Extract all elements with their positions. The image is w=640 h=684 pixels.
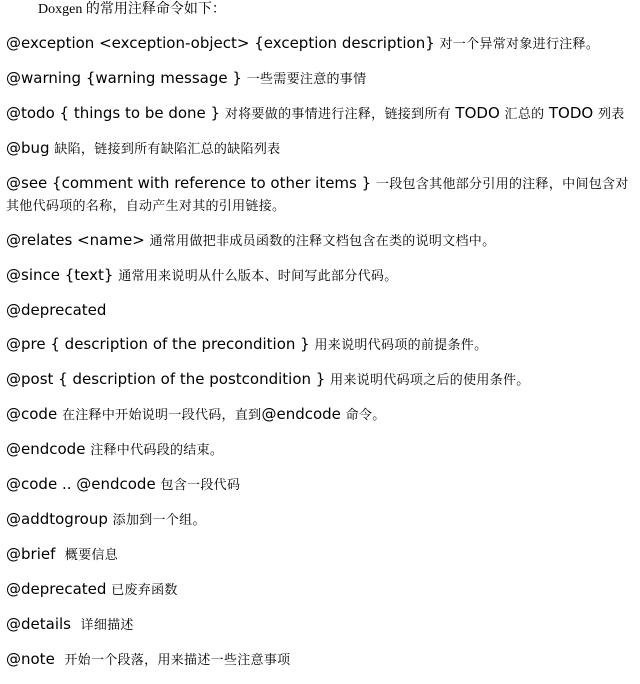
command-syntax: @note: [6, 650, 65, 668]
command-entry-bug: [6, 138, 636, 160]
command-entry-pre: [6, 334, 636, 356]
command-syntax: @exception <exception-object> {exception description}: [6, 34, 440, 52]
command-entry-details: [6, 614, 636, 636]
command-syntax: @see {comment with reference to other items }: [6, 174, 376, 192]
description-text: 列表: [597, 107, 625, 122]
command-description: 一些需要注意的事情: [246, 72, 367, 87]
command-syntax: @relates <name>: [6, 231, 150, 249]
command-description: 一段包含其他部分引用的注释，中间包含对其他代码项的名称，自动产生对其的引用链接。: [6, 177, 629, 214]
command-description: [224, 104, 625, 122]
command-entry-since: [6, 265, 636, 287]
command-syntax: @todo { things to be done }: [6, 104, 225, 122]
command-entry-post: [6, 369, 636, 391]
command-syntax: @pre { description of the precondition }: [6, 335, 315, 353]
command-syntax: @warning {warning message }: [6, 69, 247, 87]
description-text: 汇总的: [504, 107, 549, 122]
command-description: 缺陷，链接到所有缺陷汇总的缺陷列表: [54, 142, 281, 157]
command-description: 对一个异常对象进行注释。: [439, 37, 600, 52]
command-syntax: @deprecated: [6, 580, 112, 598]
command-entry-see: [6, 173, 636, 217]
command-entry-exception: [6, 33, 636, 55]
command-entry-deprecated-function: [6, 579, 636, 601]
command-syntax: @since {text}: [6, 266, 119, 284]
command-syntax: @deprecated: [6, 301, 107, 319]
command-description: [61, 405, 386, 423]
command-entry-endcode: [6, 439, 636, 461]
command-syntax: @post { description of the postcondition }: [6, 370, 331, 388]
description-text: 对将要做的事情进行注释，链接到所有: [224, 107, 456, 122]
command-syntax: @bug: [6, 139, 55, 157]
command-entry-code: [6, 404, 636, 426]
command-entry-brief: [6, 544, 636, 566]
inline-keyword: TODO: [455, 104, 505, 122]
command-description: 用来说明代码项的前提条件。: [314, 338, 488, 353]
command-syntax: @endcode: [6, 440, 91, 458]
command-description: 已废弃函数: [111, 583, 178, 598]
command-description: 添加到一个组。: [112, 513, 206, 528]
command-syntax: @code: [6, 405, 62, 423]
description-text: 在注释中开始说明一段代码，直到: [61, 408, 262, 423]
command-description: 详细描述: [80, 618, 134, 633]
command-description: 注释中代码段的结束。: [90, 443, 224, 458]
inline-keyword: TODO: [548, 104, 598, 122]
command-syntax: @details: [6, 615, 81, 633]
command-syntax: @code .. @endcode: [6, 475, 161, 493]
document-body: [6, 0, 636, 684]
command-entry-todo: [6, 103, 636, 125]
command-description: 用来说明代码项之后的使用条件。: [330, 373, 530, 388]
command-syntax: @brief: [6, 545, 65, 563]
command-description: 概要信息: [64, 548, 119, 563]
inline-keyword: @endcode: [261, 405, 346, 423]
command-entry-deprecated: [6, 300, 636, 321]
command-entry-note: [6, 649, 636, 671]
command-entry-relates: [6, 230, 636, 252]
command-entry-warning: [6, 68, 636, 90]
intro-paragraph: Doxgen 的常用注释命令如下：: [38, 2, 226, 17]
command-description: 包含一段代码: [160, 478, 241, 493]
command-description: 开始一个段落，用来描述一些注意事项: [64, 653, 291, 668]
description-text: 命令。: [345, 408, 386, 423]
command-entry-addtogroup: [6, 509, 636, 531]
command-description: 通常用来说明从什么版本、时间写此部分代码。: [118, 269, 398, 284]
command-syntax: @addtogroup: [6, 510, 113, 528]
command-description: 通常用做把非成员函数的注释文档包含在类的说明文档中。: [149, 234, 496, 249]
command-entry-code-block: [6, 474, 636, 496]
